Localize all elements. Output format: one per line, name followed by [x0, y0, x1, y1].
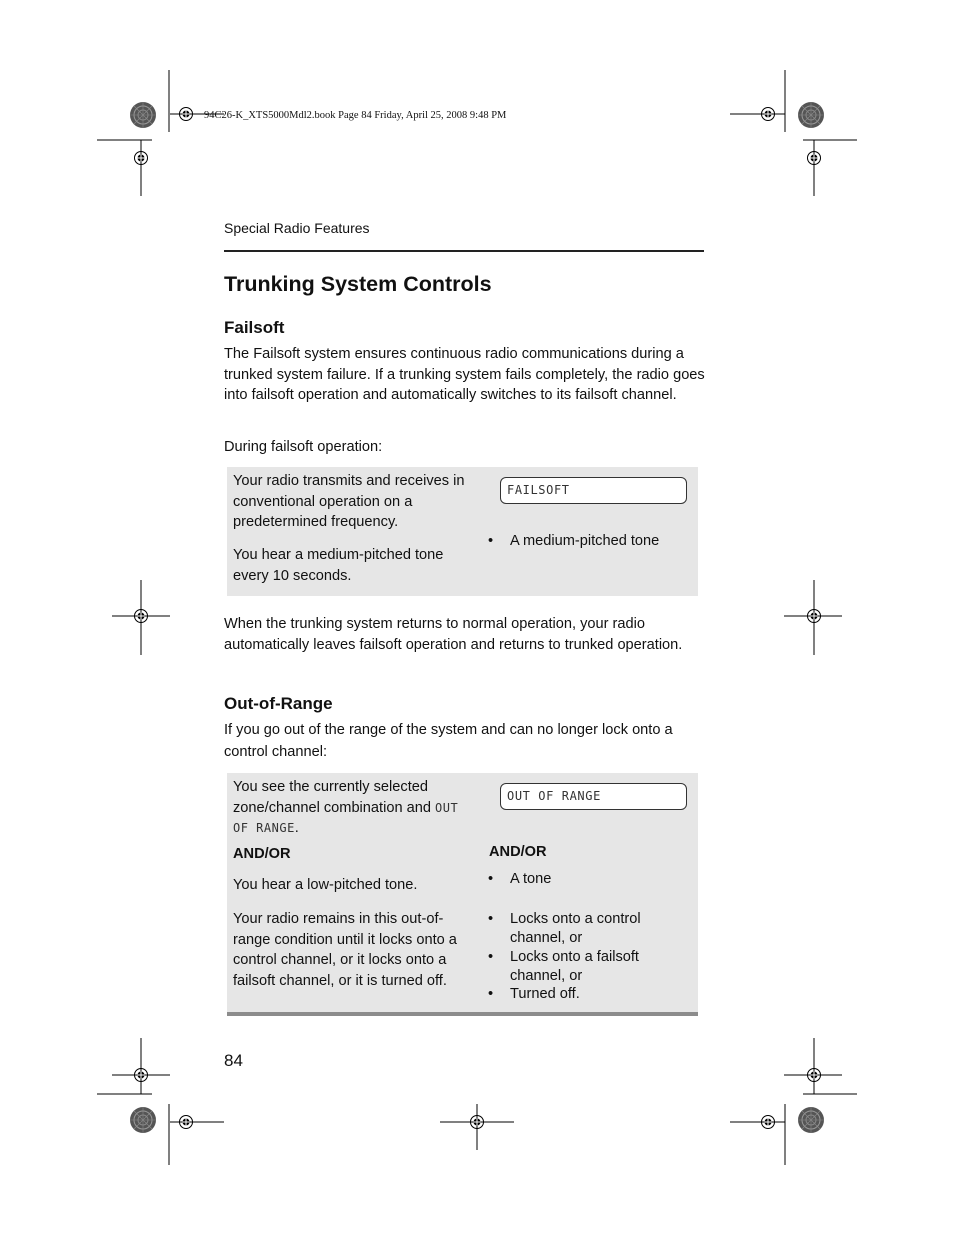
failsoft-cell-tone: You hear a medium-pitched tone every 10 seconds. — [233, 547, 444, 584]
header-rule — [224, 250, 704, 252]
failsoft-display — [500, 477, 687, 504]
oor-cell-see-mono: OUT OF RANGE — [233, 800, 459, 835]
out-of-range-heading: Out-of-Range — [224, 694, 333, 713]
failsoft-during: During failsoft operation: — [224, 439, 383, 455]
bullet-dot: • — [488, 533, 494, 549]
oor-cell-see-text: You see the currently selected zone/channel combination and — [233, 779, 431, 816]
oor-bullet-control-text: Locks onto a control channel, or — [510, 911, 641, 946]
failsoft-heading: Failsoft — [224, 318, 285, 337]
oor-bullet-off-text: Turned off. — [510, 986, 580, 1002]
oor-andor-left: AND/OR — [233, 846, 291, 862]
oor-cell-see-end: . — [294, 820, 299, 836]
out-of-range-display — [500, 783, 687, 810]
out-of-range-display-text: OUT OF RANGE — [507, 789, 601, 803]
oor-bullet-failsoft-text: Locks onto a failsoft channel, or — [510, 949, 639, 984]
failsoft-intro: The Failsoft system ensures continuous radio communications during a trunked system failure. If a trunking system fails completely, the radio goes into failsoft operation and automatically switches to its failsoft channel. — [224, 346, 705, 403]
bullet-dot: • — [488, 949, 494, 965]
failsoft-display-text: FAILSOFT — [507, 483, 570, 497]
failsoft-after: When the trunking system returns to normal operation, your radio automatically leaves failsoft operation and returns to trunked operation. — [224, 616, 683, 653]
table-bottom-rule — [227, 1012, 698, 1016]
failsoft-bullet-text: A medium-pitched tone — [510, 533, 660, 549]
page-number: 84 — [224, 1051, 243, 1070]
bullet-dot: • — [488, 986, 494, 1002]
bullet-dot: • — [488, 871, 494, 887]
book-metadata-line: 94C26-K_XTS5000Mdl2.book Page 84 Friday, April 25, 2008 9:48 PM — [204, 110, 507, 121]
bullet-dot: • — [488, 911, 494, 927]
oor-andor-right: AND/OR — [489, 844, 547, 860]
oor-cell-see — [233, 777, 463, 839]
oor-cell-remains: Your radio remains in this out-of-range condition until it locks onto a control channel, or it locks onto a failsoft channel, or it is turned off. — [233, 911, 457, 989]
out-of-range-intro: If you go out of the range of the system and can no longer lock onto a control channel: — [224, 722, 673, 760]
page-title: Trunking System Controls — [224, 272, 492, 296]
oor-cell-low-tone: You hear a low-pitched tone. — [233, 877, 418, 893]
failsoft-cell-transmit: Your radio transmits and receives in conventional operation on a predetermined frequency. — [233, 473, 465, 530]
oor-bullet-tone-text: A tone — [510, 871, 552, 887]
running-head: Special Radio Features — [224, 220, 370, 236]
